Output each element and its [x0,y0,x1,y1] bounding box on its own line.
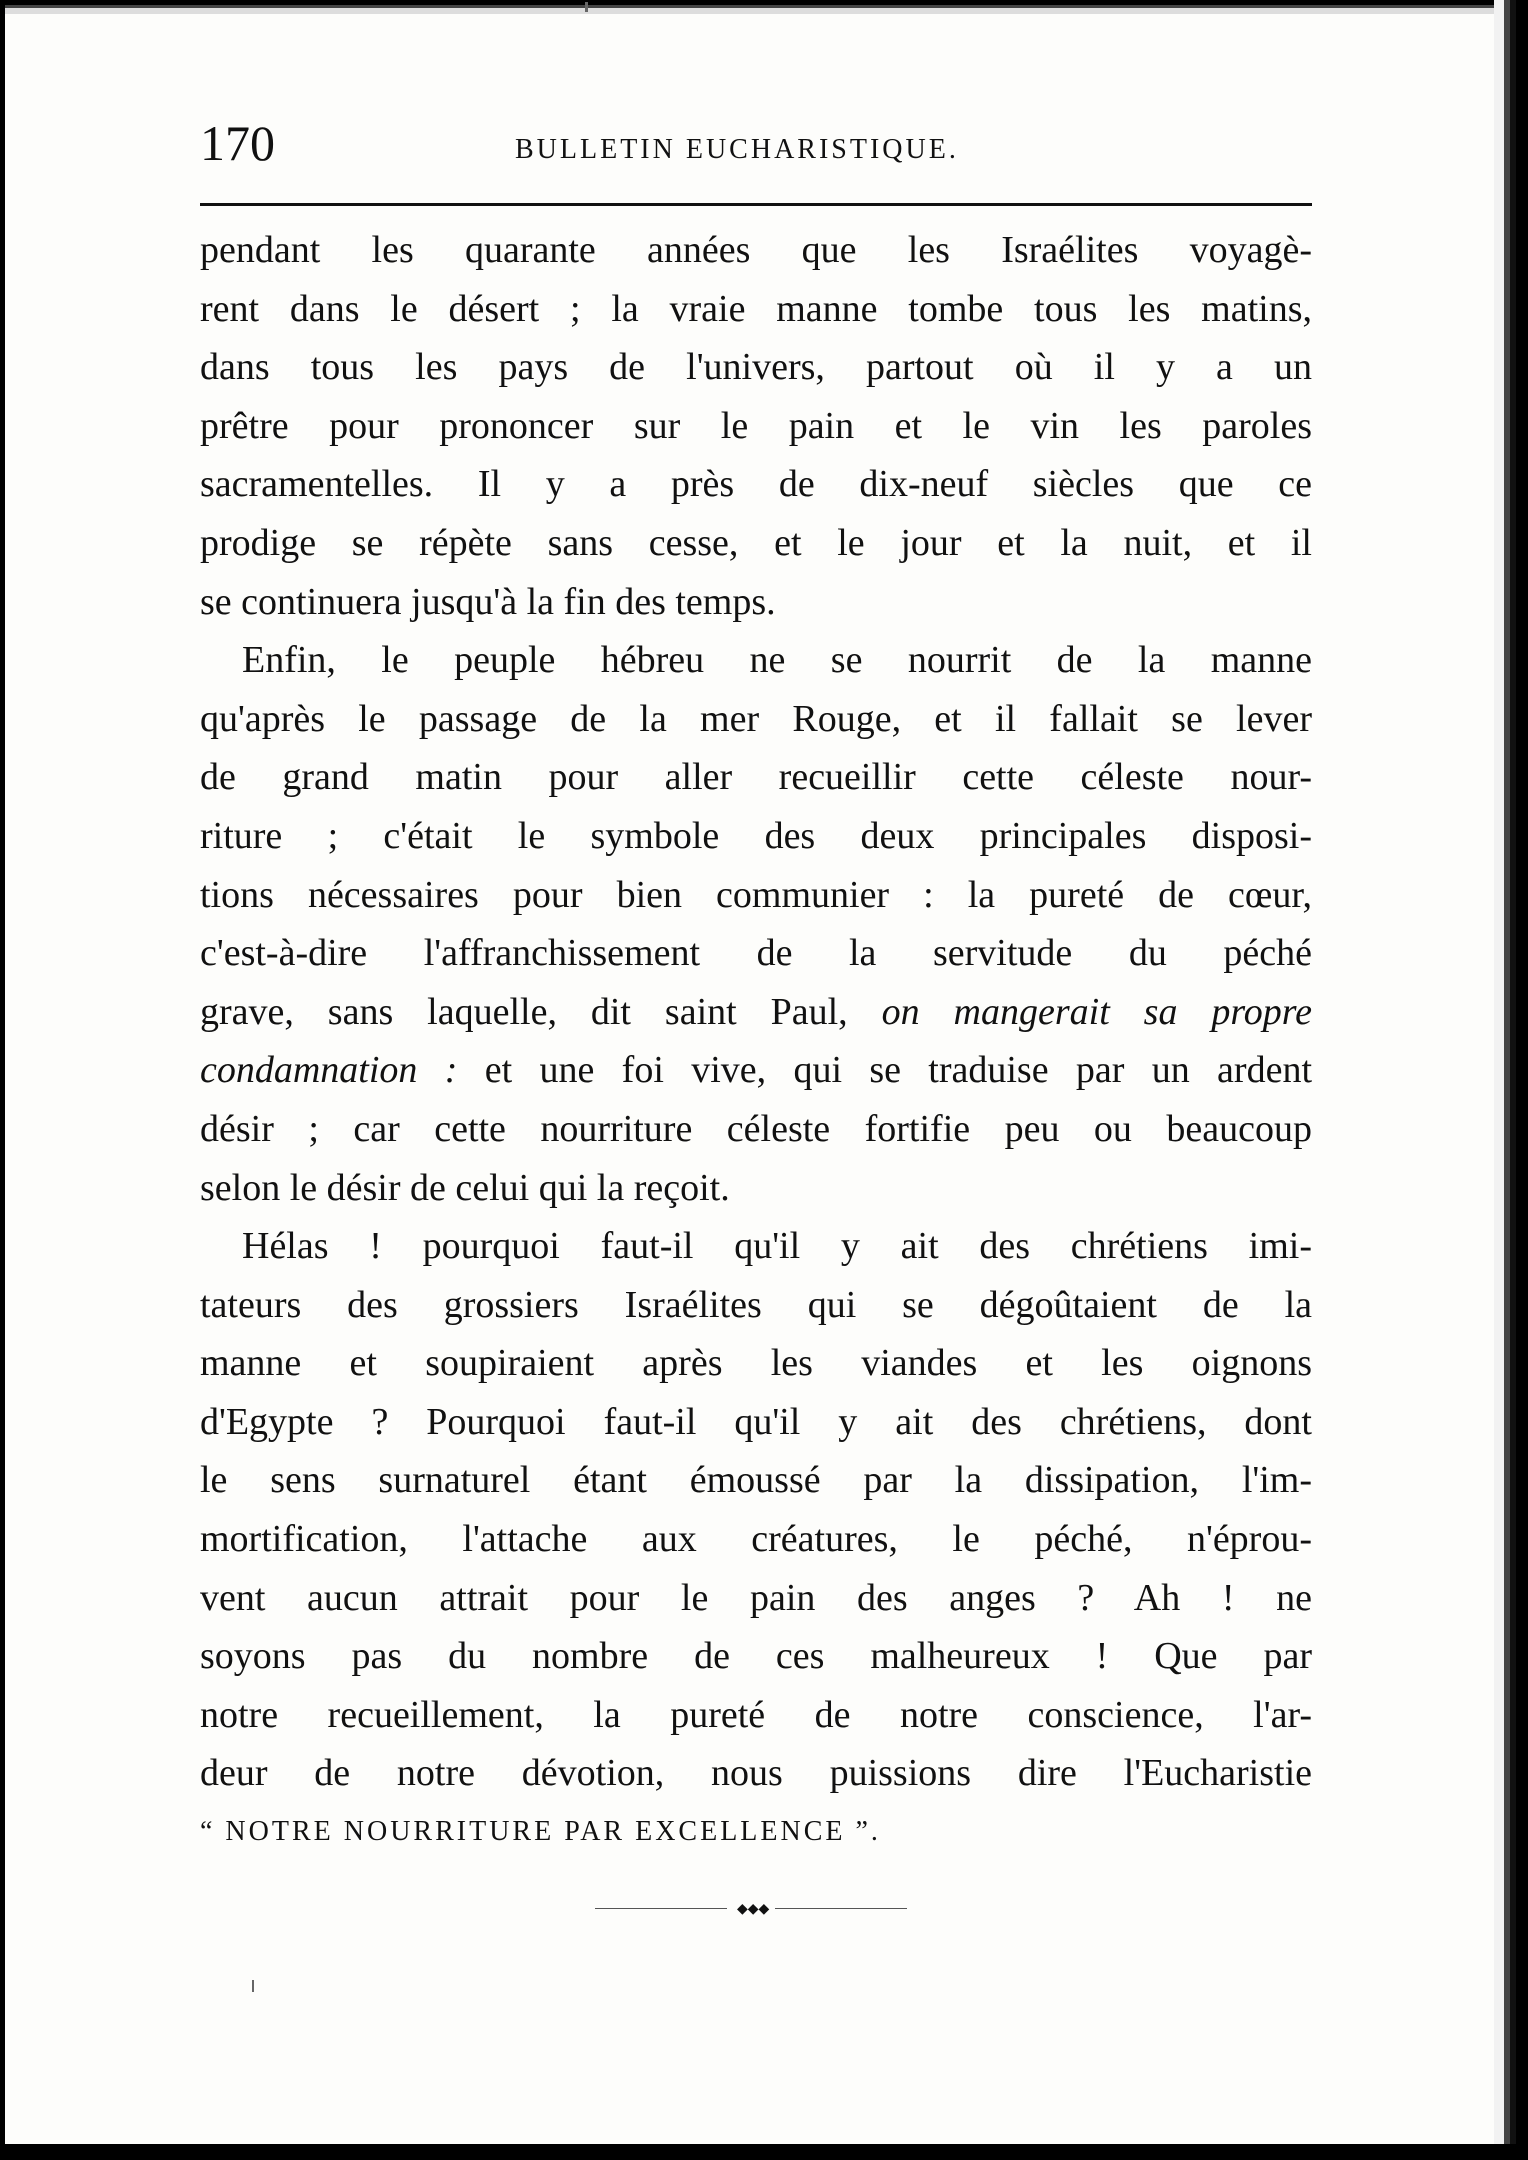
paragraph-3 [200,1217,1312,1862]
text-line: riture ; c'était le symbole des deux principales disposi- [200,814,1312,857]
scan-speck [585,2,588,12]
running-head: BULLETIN EUCHARISTIQUE. [515,134,959,165]
page-number: 170 [200,115,275,171]
text-line: sacramentelles. Il y a près de dix-neuf siècles que ce [200,463,1312,506]
text-line: deur de notre dévotion, nous puissions dire l'Eucharistie [200,1752,1312,1795]
paragraph-2 [200,631,1312,1217]
text-line: désir ; car cette nourriture céleste fortifie peu ou beaucoup [200,1107,1312,1150]
text-line: mortification, l'attache aux créatures, le péché, n'éprou- [200,1518,1312,1561]
text-line: Enfin, le peuple hébreu ne se nourrit de la manne [242,639,1312,682]
text-segment: grave, sans laquelle, dit saint Paul, [200,990,848,1033]
text-line: soyons pas du nombre de ces malheureux ! Que par [200,1635,1312,1678]
text-line: pendant les quarante années que les Israélites voyagè- [200,229,1312,271]
text-line: vent aucun attrait pour le pain des anges ? Ah ! ne [200,1576,1312,1619]
text-line: prodige se répète sans cesse, et le jour et la nuit, et il [200,521,1312,564]
text-line-with-italic [200,983,1312,1042]
text-line: selon le désir de celui qui la reçoit. [200,1166,730,1209]
text-line: manne et soupiraient après les viandes et les oignons [200,1342,1312,1385]
text-line: rent dans le désert ; la vraie manne tombe tous les matins, [200,287,1312,330]
text-segment: et une foi vive, qui se traduise par un ardent [484,1049,1313,1092]
text-line: c'est-à-dire l'affranchissement de la servitude du péché [200,932,1312,975]
text-line: tions nécessaires pour bien communier : la pureté de cœur, [200,873,1312,916]
scan-border-right [1494,0,1528,2160]
ornament-diamond-icon: ◆◆◆ [737,1901,770,1917]
section-end-ornament [595,1902,907,1916]
paragraph-1 [200,221,1312,631]
ornament-rule-right [775,1908,907,1909]
scan-speck [252,1980,254,1992]
text-line: qu'après le passage de la mer Rouge, et il fallait se lever [200,697,1312,740]
scan-border-bottom [0,2144,1528,2160]
scan-border-top [0,0,1528,14]
text-line-with-italic [200,1041,1312,1100]
text-line: Hélas ! pourquoi faut-il qu'il y ait des chrétiens imi- [242,1225,1312,1268]
italic-quote: on mangerait sa propre [881,990,1313,1033]
text-line: le sens surnaturel étant émoussé par la dissipation, l'im- [200,1459,1312,1502]
closing-smallcaps-line: “ NOTRE NOURRITURE PAR EXCELLENCE ”. [200,1816,881,1848]
text-line: d'Egypte ? Pourquoi faut-il qu'il y ait des chrétiens, dont [200,1400,1312,1443]
text-line: de grand matin pour aller recueillir cette céleste nour- [200,756,1312,799]
body-text [200,221,1312,1862]
text-line: dans tous les pays de l'univers, partout où il y a un [200,346,1312,389]
text-line: notre recueillement, la pureté de notre conscience, l'ar- [200,1693,1312,1736]
scan-border-left [0,0,5,2160]
text-line: se continuera jusqu'à la fin des temps. [200,580,776,623]
text-line: prêtre pour prononcer sur le pain et le vin les paroles [200,404,1312,447]
page-header [200,115,1312,178]
header-rule [200,203,1312,206]
ornament-rule-left [595,1908,727,1909]
italic-quote: condamnation : [200,1049,458,1092]
text-line: tateurs des grossiers Israélites qui se dégoûtaient de la [200,1283,1312,1326]
